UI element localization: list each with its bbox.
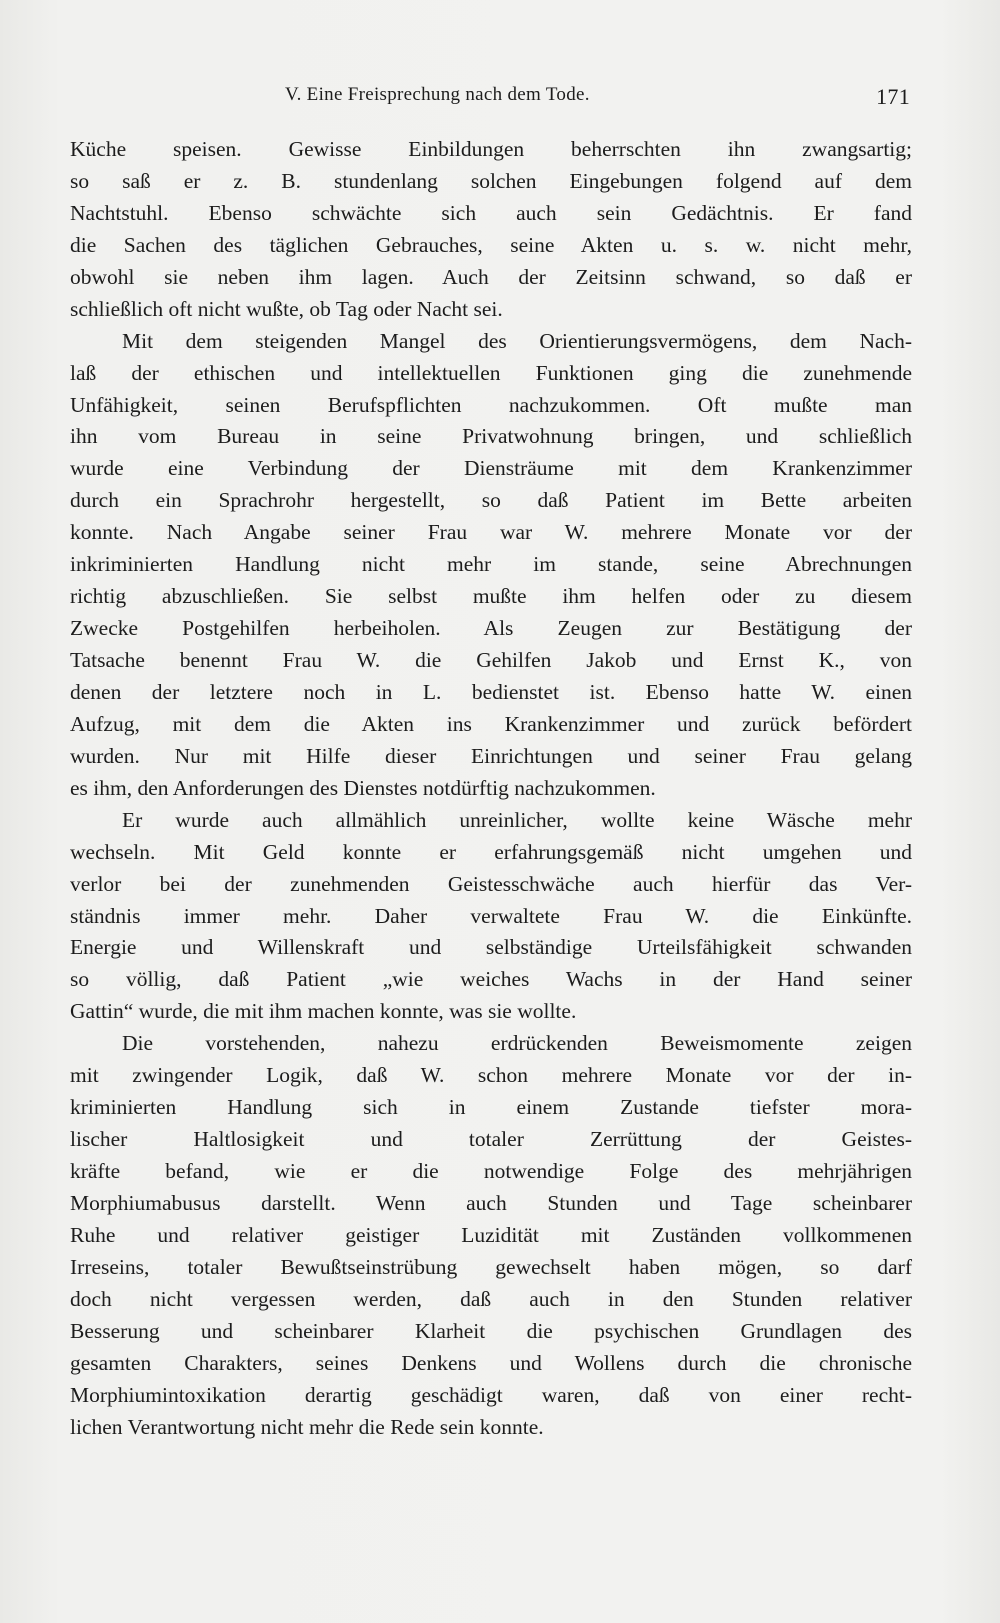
running-title: V. Eine Freisprechung nach dem Tode. xyxy=(285,84,590,105)
text-line: ständnis immer mehr. Daher verwaltete Frau W. die Einkünfte. xyxy=(70,903,912,928)
text-line: Die vorstehenden, nahezu erdrückenden Beweismomente zeigen xyxy=(122,1031,912,1056)
text-line: Mit dem steigenden Mangel des Orientierungsvermögens, dem Nach- xyxy=(122,328,912,353)
text-line: obwohl sie neben ihm lagen. Auch der Zeitsinn schwand, so daß er xyxy=(70,264,912,289)
text-line: schließlich oft nicht wußte, ob Tag oder Nacht sei. xyxy=(70,296,503,321)
text-line: die Sachen des täglichen Gebrauches, seine Akten u. s. w. nicht mehr, xyxy=(70,232,912,257)
text-line: durch ein Sprachrohr hergestellt, so daß Patient im Bette arbeiten xyxy=(70,488,912,513)
text-line: Irreseins, totaler Bewußtseinstrübung gewechselt haben mögen, so darf xyxy=(70,1254,912,1279)
text-line: mit zwingender Logik, daß W. schon mehrere Monate vor der in- xyxy=(70,1063,912,1088)
text-line: Morphiumabusus darstellt. Wenn auch Stunden und Tage scheinbarer xyxy=(70,1190,912,1215)
text-line: Morphiumintoxikation derartig geschädigt waren, daß von einer recht- xyxy=(70,1382,912,1407)
text-line: gesamten Charakters, seines Denkens und Wollens durch die chronische xyxy=(70,1350,912,1375)
text-line: Tatsache benennt Frau W. die Gehilfen Jakob und Ernst K., von xyxy=(70,648,912,672)
body-text xyxy=(70,134,912,1443)
text-line: wechseln. Mit Geld konnte er erfahrungsgemäß nicht umgehen und xyxy=(70,839,912,864)
text-line: kriminierten Handlung sich in einem Zustande tiefster mora- xyxy=(70,1095,912,1120)
text-line: lichen Verantwortung nicht mehr die Rede sein konnte. xyxy=(70,1414,544,1439)
text-line: Nachtstuhl. Ebenso schwächte sich auch sein Gedächtnis. Er fand xyxy=(70,200,912,225)
text-line: richtig abzuschließen. Sie selbst mußte ihm helfen oder zu diesem xyxy=(70,584,912,609)
text-line: Zwecke Postgehilfen herbeiholen. Als Zeugen zur Bestätigung der xyxy=(70,616,912,641)
text-line: Gattin“ wurde, die mit ihm machen konnte, was sie wollte. xyxy=(70,999,577,1024)
text-line: Küche speisen. Gewisse Einbildungen beherrschten ihn zwangsartig; xyxy=(70,137,912,161)
text-line: so saß er z. B. stundenlang solchen Eingebungen folgend auf dem xyxy=(70,168,912,193)
text-line: Aufzug, mit dem die Akten ins Krankenzimmer und zurück befördert xyxy=(70,711,912,736)
text-line: denen der letztere noch in L. bedienstet ist. Ebenso hatte W. einen xyxy=(70,679,912,704)
text-line: konnte. Nach Angabe seiner Frau war W. mehrere Monate vor der xyxy=(70,520,912,545)
text-line: Unfähigkeit, seinen Berufspflichten nachzukommen. Oft mußte man xyxy=(70,392,912,417)
text-line: kräfte befand, wie er die notwendige Folge des mehrjährigen xyxy=(70,1159,912,1183)
text-line: Ruhe und relativer geistiger Luzidität mit Zuständen vollkommenen xyxy=(70,1222,912,1247)
text-line: so völlig, daß Patient „wie weiches Wachs in der Hand seiner xyxy=(70,967,912,992)
text-line: inkriminierten Handlung nicht mehr im stande, seine Abrechnungen xyxy=(70,552,912,577)
text-line: Besserung und scheinbarer Klarheit die psychischen Grundlagen des xyxy=(70,1318,912,1343)
text-line: doch nicht vergessen werden, daß auch in den Stunden relativer xyxy=(70,1286,912,1311)
text-line: wurden. Nur mit Hilfe dieser Einrichtungen und seiner Frau gelang xyxy=(70,743,912,768)
text-line: es ihm, den Anforderungen des Dienstes notdürftig nachzukommen. xyxy=(70,775,656,800)
text-line: laß der ethischen und intellektuellen Funktionen ging die zunehmende xyxy=(70,360,912,385)
running-header xyxy=(70,84,910,114)
text-line: wurde eine Verbindung der Diensträume mit dem Krankenzimmer xyxy=(70,456,912,481)
page-number: 171 xyxy=(876,84,910,109)
text-line: lischer Haltlosigkeit und totaler Zerrüttung der Geistes- xyxy=(70,1127,912,1152)
text-line: Energie und Willenskraft und selbständige Urteilsfähigkeit schwanden xyxy=(70,935,912,960)
text-line: Er wurde auch allmählich unreinlicher, wollte keine Wäsche mehr xyxy=(122,807,912,832)
text-line: ihn vom Bureau in seine Privatwohnung bringen, und schließlich xyxy=(70,424,912,449)
text-line: verlor bei der zunehmenden Geistesschwäche auch hierfür das Ver- xyxy=(70,871,912,896)
